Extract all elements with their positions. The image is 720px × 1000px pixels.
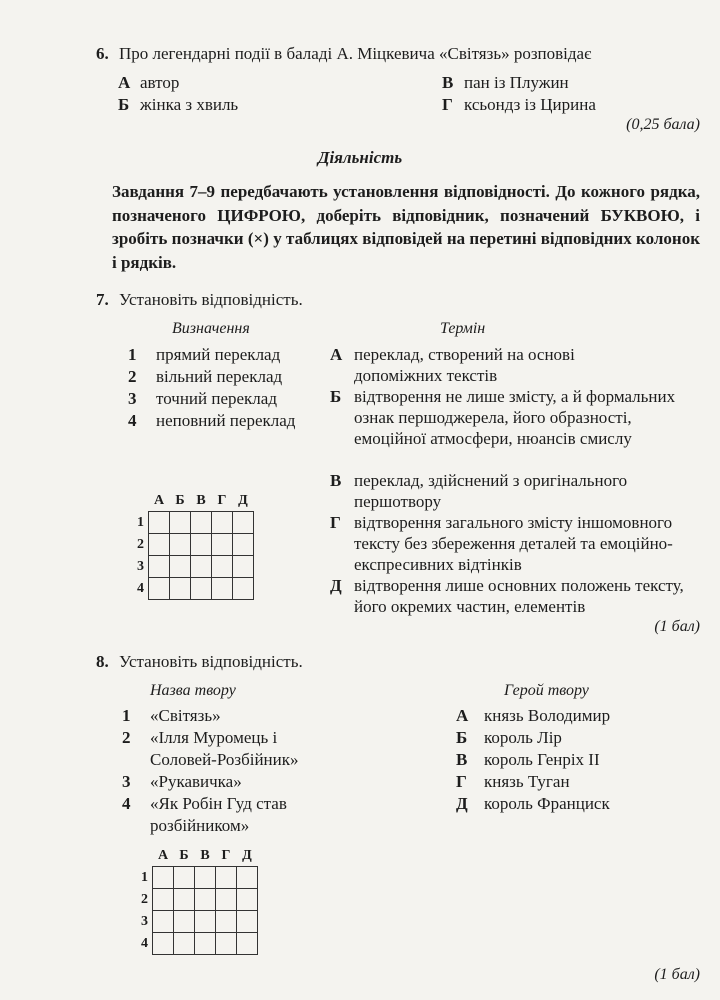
item-letter: Д	[456, 794, 468, 813]
item-text: неповний переклад	[156, 411, 296, 430]
right-item	[330, 575, 710, 617]
right-item	[456, 771, 570, 793]
option-text: автор	[140, 73, 180, 92]
grid-cell[interactable]	[191, 534, 212, 556]
question-number: 6.	[96, 44, 109, 63]
item-text: король Франциск	[484, 794, 610, 813]
grid-cell[interactable]	[195, 867, 216, 889]
grid-col-header: Б	[175, 492, 185, 508]
item-number: 3	[128, 389, 137, 408]
left-item	[122, 705, 221, 727]
grid-cell[interactable]	[191, 556, 212, 578]
question-text: Установіть відповідність.	[119, 290, 303, 309]
grid-cell[interactable]	[174, 867, 195, 889]
item-text: точний переклад	[156, 389, 277, 408]
grid-col-header: Г	[221, 847, 231, 863]
option-text: пан із Плужин	[464, 73, 569, 92]
grid-cell[interactable]	[191, 512, 212, 534]
option-letter: Б	[118, 95, 130, 114]
grid-row-header: 3	[137, 558, 144, 574]
grid-col-header: Г	[217, 492, 227, 508]
right-item	[330, 512, 710, 575]
option-g	[442, 94, 596, 116]
left-item	[128, 388, 277, 410]
item-letter: А	[330, 345, 343, 364]
item-number: 4	[122, 794, 131, 813]
right-item	[456, 705, 610, 727]
grid-cell[interactable]	[170, 578, 191, 600]
grid-row-header: 1	[141, 869, 148, 885]
grid-cell[interactable]	[149, 556, 170, 578]
grid-cell[interactable]	[195, 933, 216, 955]
item-text: «Рукавичка»	[150, 772, 242, 791]
grid-cell[interactable]	[153, 911, 174, 933]
column-header-right: Герой твору	[504, 682, 589, 699]
right-item	[456, 727, 562, 749]
question-8	[96, 652, 303, 672]
grid-cell[interactable]	[153, 889, 174, 911]
question-7	[96, 290, 303, 310]
item-number: 2	[128, 367, 137, 386]
item-text: відтворення лише основних положень тексту, його окремих частин, елементів	[354, 576, 684, 616]
item-text: князь Туган	[484, 772, 570, 791]
right-item	[456, 749, 600, 771]
left-item	[122, 771, 242, 793]
item-text: король Лір	[484, 728, 562, 747]
grid-corner	[128, 490, 149, 512]
grid-cell[interactable]	[216, 889, 237, 911]
left-item	[128, 344, 280, 366]
grid-cell[interactable]	[195, 889, 216, 911]
item-letter: Г	[330, 513, 341, 532]
item-letter: Г	[456, 772, 467, 791]
grid-cell[interactable]	[212, 556, 233, 578]
question-6	[96, 44, 696, 64]
item-text: переклад, здійснений з оригінального першотвору	[354, 471, 628, 511]
grid-col-header: Д	[238, 492, 248, 508]
question-text: Про легендарні події в баладі А. Міцкевича «Світязь» розповідає	[119, 44, 592, 63]
item-number: 1	[122, 706, 131, 725]
column-header-left: Назва твору	[150, 682, 236, 699]
item-text: переклад, створений на основі допоміжних текстів	[354, 345, 575, 385]
grid-cell[interactable]	[216, 867, 237, 889]
grid-cell[interactable]	[191, 578, 212, 600]
grid-cell[interactable]	[237, 911, 258, 933]
points-q6: (0,25 бала)	[626, 116, 700, 133]
option-letter: В	[442, 73, 454, 92]
grid-cell[interactable]	[237, 867, 258, 889]
right-item	[330, 470, 710, 512]
grid-row-header: 1	[137, 514, 144, 530]
grid-corner	[132, 845, 153, 867]
item-text: король Генріх II	[484, 750, 600, 769]
grid-cell[interactable]	[233, 578, 254, 600]
section-title: Діяльність	[317, 148, 403, 167]
grid-cell[interactable]	[153, 933, 174, 955]
grid-cell[interactable]	[170, 556, 191, 578]
grid-col-header: Б	[179, 847, 189, 863]
left-item	[128, 410, 295, 432]
left-item	[122, 793, 322, 837]
option-letter: Г	[442, 95, 453, 114]
grid-row-header: 4	[137, 580, 144, 596]
grid-cell[interactable]	[212, 578, 233, 600]
item-text: «Світязь»	[150, 706, 221, 725]
grid-cell[interactable]	[212, 534, 233, 556]
item-text: князь Володимир	[484, 706, 611, 725]
grid-cell[interactable]	[170, 534, 191, 556]
grid-cell[interactable]	[174, 911, 195, 933]
task-intro: Завдання 7–9 передбачають установлення відповідності. До кожного рядка, позначеного ЦИФРОЮ, доберіть відповідник, позначений БУКВОЮ, і зробіть позначки (×) у таблицях відповідей на перетині відповідних колонок і рядків.	[112, 182, 700, 272]
item-text: відтворення не лише змісту, а й формальних ознак першоджерела, його образності, емоційної атмосфери, нюансів смислу	[354, 387, 676, 448]
grid-col-header: В	[200, 847, 210, 863]
item-number: 3	[122, 772, 131, 791]
option-a	[118, 72, 179, 94]
grid-cell[interactable]	[174, 889, 195, 911]
grid-cell[interactable]	[237, 933, 258, 955]
grid-cell[interactable]	[233, 512, 254, 534]
points-q8: (1 бал)	[654, 966, 700, 983]
item-text: відтворення загального змісту іншомовного тексту без збереження деталей та емоційно-експресивних відтінків	[354, 513, 673, 574]
item-text: «Як Робін Гуд став розбійником»	[150, 794, 287, 835]
answer-grid-q8	[132, 845, 258, 955]
grid-cell[interactable]	[233, 534, 254, 556]
points-q7: (1 бал)	[654, 618, 700, 635]
grid-cell[interactable]	[237, 889, 258, 911]
item-number: 2	[122, 728, 131, 747]
right-item	[330, 344, 710, 386]
column-header-right: Термін	[440, 320, 486, 337]
grid-cell[interactable]	[212, 512, 233, 534]
grid-col-header: В	[196, 492, 206, 508]
grid-col-header: А	[157, 847, 169, 863]
question-number: 7.	[96, 290, 109, 309]
grid-col-header: Д	[242, 847, 252, 863]
grid-row-header: 4	[141, 935, 148, 951]
grid-cell[interactable]	[216, 933, 237, 955]
grid-row-header: 3	[141, 913, 148, 929]
answer-grid-q7	[128, 490, 254, 600]
question-number: 8.	[96, 652, 109, 671]
grid-cell[interactable]	[149, 578, 170, 600]
right-item	[330, 386, 710, 470]
item-letter: Б	[456, 728, 468, 747]
option-b	[118, 94, 238, 116]
grid-row-header: 2	[137, 536, 144, 552]
grid-cell[interactable]	[216, 911, 237, 933]
item-letter: Д	[330, 576, 342, 595]
question-text: Установіть відповідність.	[119, 652, 303, 671]
item-text: прямий переклад	[156, 345, 281, 364]
option-v	[442, 72, 569, 94]
grid-cell[interactable]	[149, 534, 170, 556]
left-item	[128, 366, 282, 388]
item-letter: В	[330, 471, 342, 490]
grid-row-header: 2	[141, 891, 148, 907]
grid-cell[interactable]	[195, 911, 216, 933]
item-text: «Ілля Муромець і Соловей-Розбійник»	[150, 728, 299, 769]
item-letter: В	[456, 750, 468, 769]
grid-cell[interactable]	[149, 512, 170, 534]
column-header-left: Визначення	[172, 320, 250, 337]
grid-col-header: А	[153, 492, 165, 508]
grid-cell[interactable]	[174, 933, 195, 955]
item-number: 1	[128, 345, 137, 364]
right-item	[456, 793, 610, 815]
item-number: 4	[128, 411, 137, 430]
option-text: ксьондз із Цирина	[464, 95, 596, 114]
option-letter: А	[118, 73, 131, 92]
grid-cell[interactable]	[153, 867, 174, 889]
item-letter: А	[456, 706, 469, 725]
grid-cell[interactable]	[170, 512, 191, 534]
grid-cell[interactable]	[233, 556, 254, 578]
item-text: вільний переклад	[156, 367, 283, 386]
option-text: жінка з хвиль	[140, 95, 239, 114]
left-item	[122, 727, 332, 771]
item-letter: Б	[330, 387, 342, 406]
